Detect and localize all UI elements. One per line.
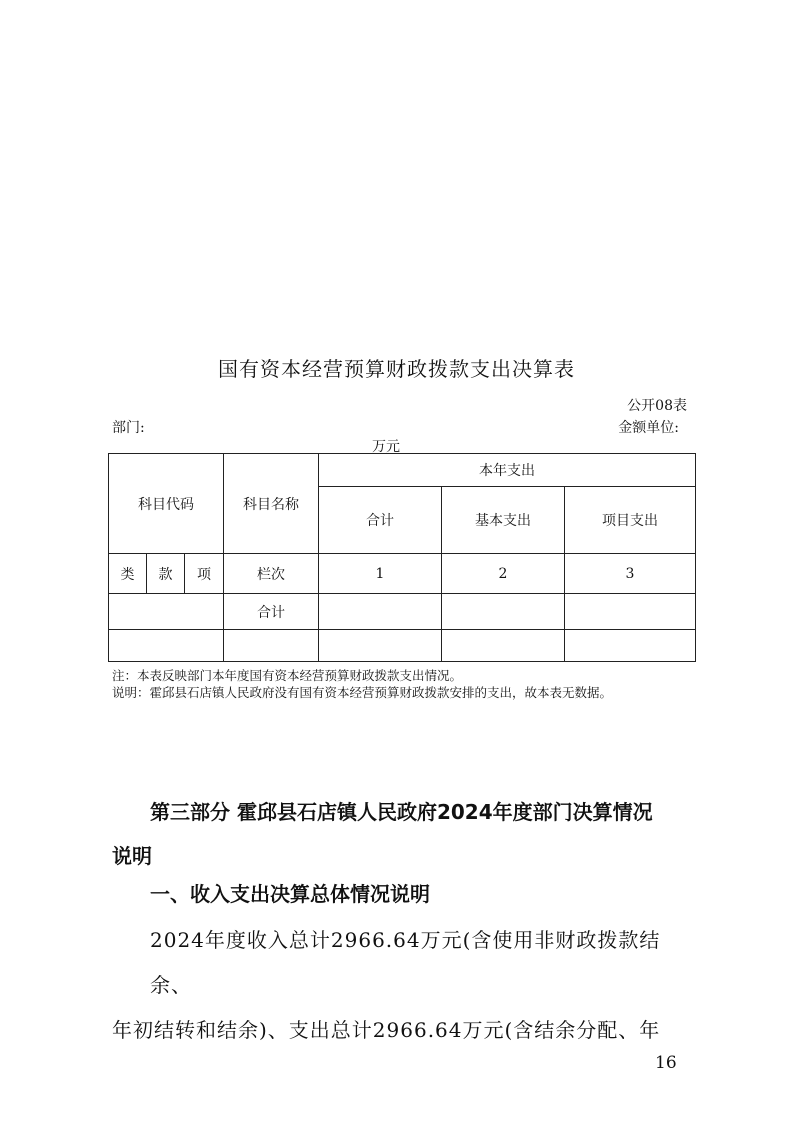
header-total: 合计 <box>319 487 442 554</box>
section-heading <box>112 790 692 878</box>
table-cell <box>319 630 442 662</box>
table-cell <box>109 630 224 662</box>
subsection-heading: 一、收入支出决算总体情况说明 <box>150 882 430 906</box>
body-paragraph <box>112 918 692 1053</box>
header-class: 类 <box>109 554 147 594</box>
table-cell <box>565 594 696 630</box>
note-line-2: 说明：霍邱县石店镇人民政府没有国有资本经营预算财政拨款安排的支出，故本表无数据。 <box>112 685 613 700</box>
column-number-3: 3 <box>565 554 696 594</box>
header-basic-expense: 基本支出 <box>442 487 565 554</box>
header-column: 栏次 <box>224 554 319 594</box>
table-cell <box>565 630 696 662</box>
note-line-1: 注：本表反映部门本年度国有资本经营预算财政拨款支出情况。 <box>112 668 463 683</box>
section-heading-line-1: 第三部分 霍邱县石店镇人民政府2024年度部门决算情况 <box>150 800 653 824</box>
table-cell <box>442 630 565 662</box>
header-item: 项 <box>185 554 224 594</box>
unit-value: 万元 <box>372 439 400 455</box>
table-cell <box>319 594 442 630</box>
paragraph-line-1: 2024年度收入总计2966.64万元(含使用非财政拨款结余、 <box>150 928 661 997</box>
table-cell <box>224 630 319 662</box>
table-cell <box>442 594 565 630</box>
paragraph-line-2: 年初结转和结余)、支出总计2966.64万元(含结余分配、年 <box>112 1018 661 1042</box>
header-section: 款 <box>147 554 185 594</box>
header-project-expense: 项目支出 <box>565 487 696 554</box>
header-subject-name: 科目名称 <box>224 454 319 554</box>
total-row-label: 合计 <box>224 594 319 630</box>
column-number-2: 2 <box>442 554 565 594</box>
header-current-year-expense: 本年支出 <box>319 454 696 487</box>
column-number-1: 1 <box>319 554 442 594</box>
page-number: 16 <box>655 1053 677 1073</box>
table-title: 国有资本经营预算财政拨款支出决算表 <box>218 357 575 381</box>
section-heading-line-2: 说明 <box>112 844 152 868</box>
header-subject-code: 科目代码 <box>109 454 224 554</box>
table-notes <box>112 667 612 701</box>
expense-table <box>108 453 696 662</box>
table-row <box>109 630 696 662</box>
department-label: 部门: <box>112 420 145 436</box>
table-row <box>109 594 696 630</box>
form-code: 公开08表 <box>627 398 687 414</box>
unit-label: 金额单位: <box>618 420 679 436</box>
table-cell <box>109 594 224 630</box>
